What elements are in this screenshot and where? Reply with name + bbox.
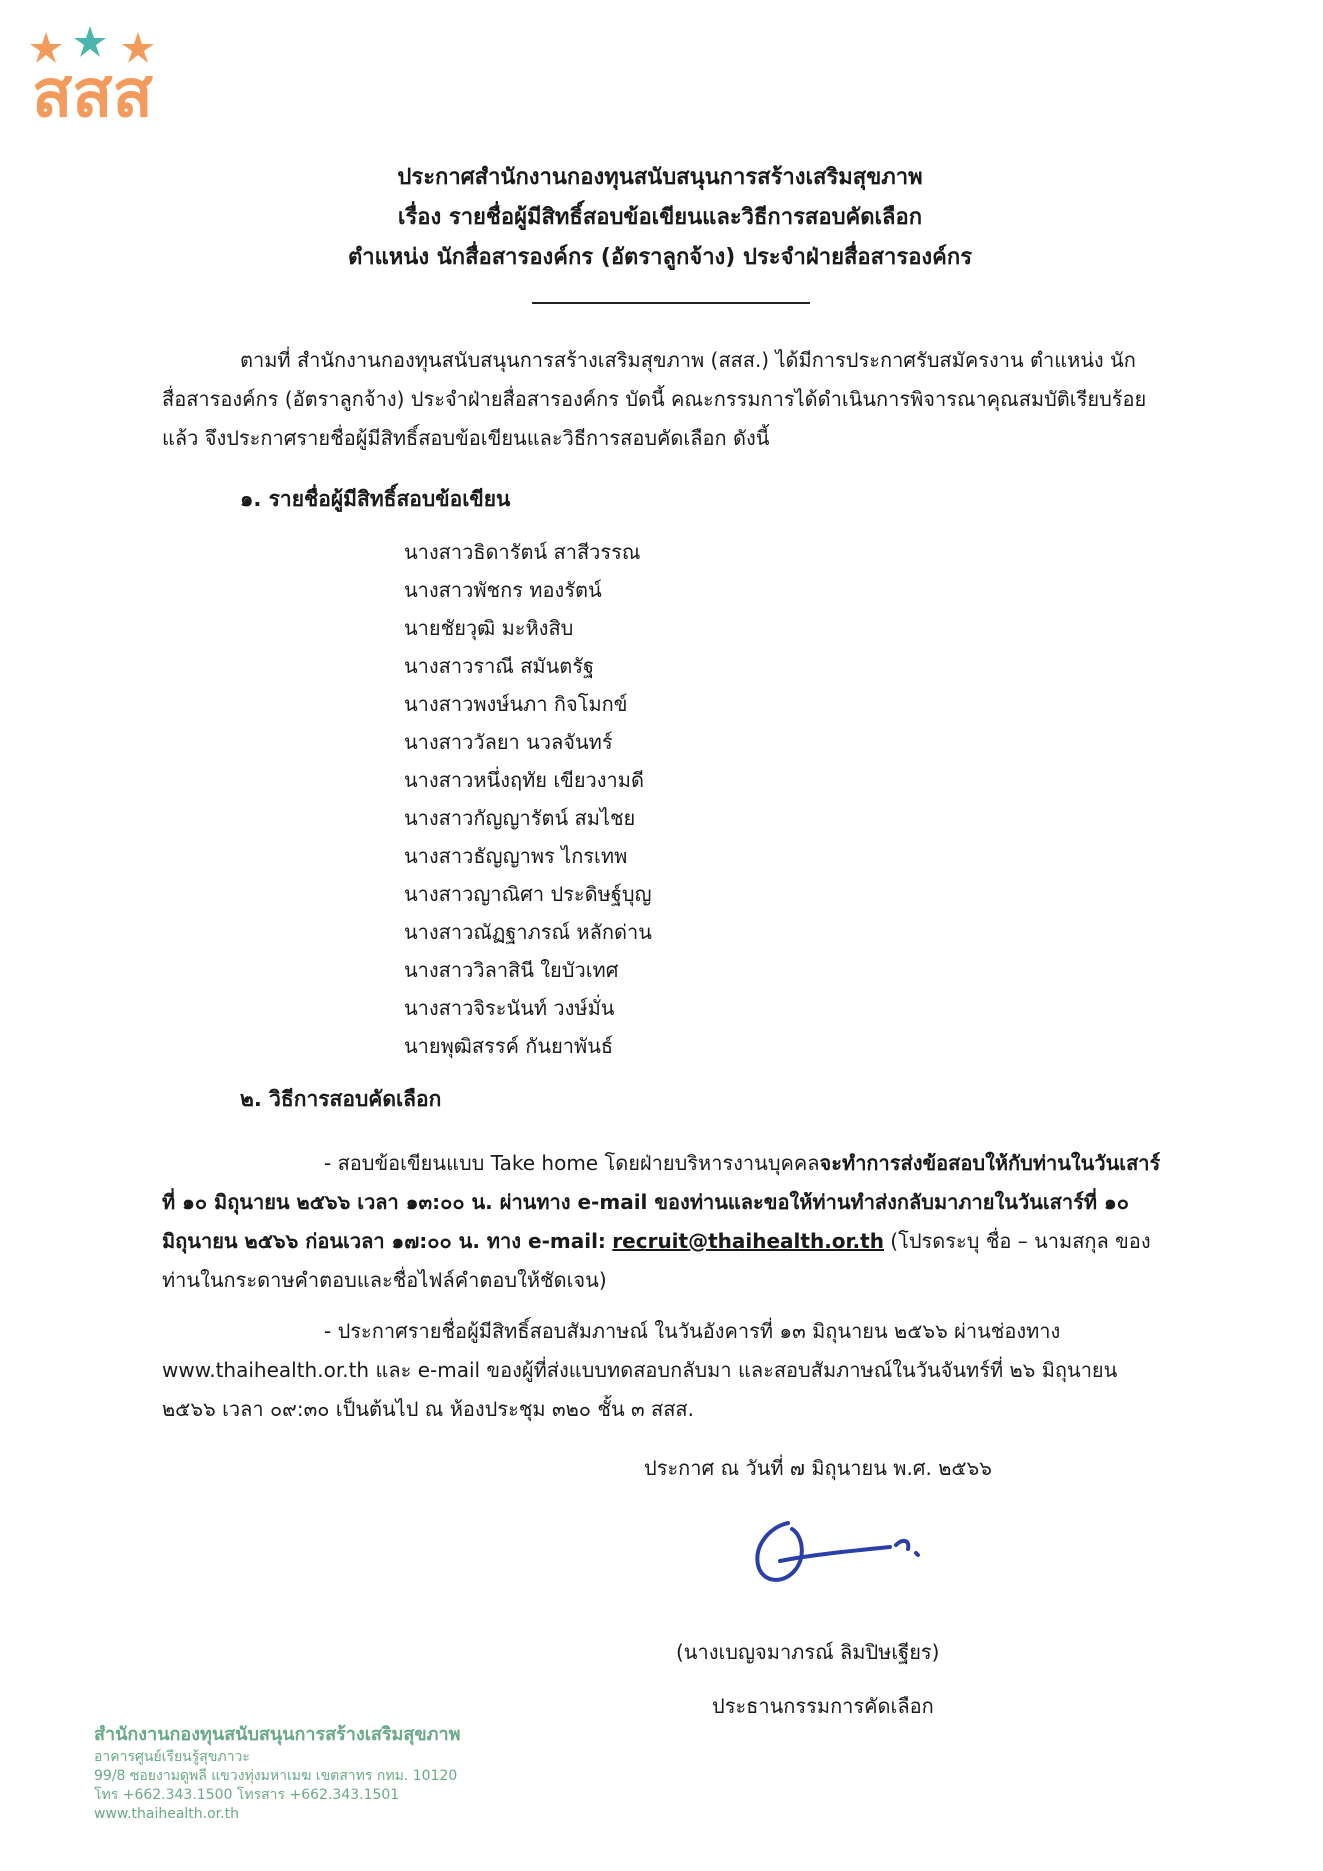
candidate-list [404,533,652,1065]
footer-website[interactable]: www.thaihealth.or.th [94,1806,239,1822]
signer-title: ประธานกรรมการคัดเลือก [712,1694,934,1718]
list-item: นายพุฒิสรรค์ กันยาพันธ์ [404,1034,614,1058]
signature-icon [740,1505,940,1595]
list-item: นางสาววิลาสินี ใยบัวเทศ [404,958,619,982]
footer-building: อาคารศูนย์เรียนรู้สุขภาวะ [94,1749,250,1765]
footer-org: สำนักงานกองทุนสนับสนุนการสร้างเสริมสุขภาพ [94,1724,461,1745]
header-line-2: เรื่อง รายชื่อผู้มีสิทธิ์สอบข้อเขียนและวิธีการสอบคัดเลือก [397,205,923,230]
header-line-3: ตำแหน่ง นักสื่อสารองค์กร (อัตราลูกจ้าง) ประจำฝ่ายสื่อสารองค์กร [347,245,973,270]
list-item: นางสาวญาณิศา ประดิษฐ์บุญ [404,882,652,906]
footer-address: 99/8 ซอยงามดูพลี แขวงทุ่งมหาเมฆ เขตสาทร กทม. 10120 [94,1768,458,1784]
header-line-1: ประกาศสำนักงานกองทุนสนับสนุนการสร้างเสริมสุขภาพ [397,165,923,190]
method-text-bold: จะทำการส่งข้อสอบให้กับท่านในวันเสาร์ที่ ๑๐ มิถุนายน ๒๕๖๖ เวลา ๑๓:๐๐ น. ผ่านทาง e-mail ของท่านและขอให้ท่านทำส่งกลับมาภายในวันเสาร์ที่ ๑๐ มิถุนายน ๒๕๖๖ ก่อนเวลา ๑๗:๐๐ น. ทาง e-mail: [162,1151,1161,1253]
method-note: (โปรดระบุ ชื่อ – นามสกุล ของท่านในกระดาษคำตอบและชื่อไฟล์คำตอบให้ชัดเจน) [162,1229,1151,1292]
footer-phone: โทร +662.343.1500 โทรสาร +662.343.1501 [94,1787,400,1803]
list-item: นายชัยวุฒิ มะหิงสิบ [404,616,574,640]
document-header [200,158,1120,278]
interview-paragraph: - ประกาศรายชื่อผู้มีสิทธิ์สอบสัมภาษณ์ ในวันอังคารที่ ๑๓ มิถุนายน ๒๕๖๖ ผ่านช่องทาง www.thaihealth.or.th และ e-mail ของผู้ที่ส่งแบบทดสอบกลับมา และสอบสัมภาษณ์ในวันจันทร์ที่ ๒๖ มิถุนายน ๒๕๖๖ เวลา ๐๙:๓๐ เป็นต้นไป ณ ห้องประชุม ๓๒๐ ชั้น ๓ สสส. [162,1319,1118,1421]
list-item: นางสาวหนึ่งฤทัย เขียวงามดี [404,768,644,792]
method-text: - สอบข้อเขียนแบบ Take home โดยฝ่ายบริหารงานบุคคล [324,1151,820,1175]
thaihealth-logo [28,18,208,128]
header-divider [532,302,810,304]
list-item: นางสาวณัฏฐาภรณ์ หลักด่าน [404,920,652,944]
list-item: นางสาวราณี สมันตรัฐ [404,654,595,678]
recruit-email-link[interactable]: recruit@thaihealth.or.th [612,1229,884,1253]
signature [740,1505,940,1595]
list-item: นางสาวธิดารัตน์ สาสีวรรณ [404,540,641,564]
list-item: นางสาวพัชกร ทองรัตน์ [404,578,602,602]
intro-paragraph: ตามที่ สำนักงานกองทุนสนับสนุนการสร้างเสริมสุขภาพ (สสส.) ได้มีการประกาศรับสมัครงาน ตำแหน่ง นักสื่อสารองค์กร (อัตราลูกจ้าง) ประจำฝ่ายสื่อสารองค์กร บัดนี้ คณะกรรมการได้ดำเนินการพิจารณาคุณสมบัติเรียบร้อยแล้ว จึงประกาศรายชื่อผู้มีสิทธิ์สอบข้อเขียนและวิธีการสอบคัดเลือก ดังนี้ [162,348,1147,450]
list-item: นางสาวกัญญารัตน์ สมไชย [404,806,636,830]
list-item: นางสาววัลยา นวลจันทร์ [404,730,613,754]
list-item: นางสาวธัญญาพร ไกรเทพ [404,844,628,868]
announce-date: ประกาศ ณ วันที่ ๗ มิถุนายน พ.ศ. ๒๕๖๖ [644,1456,992,1480]
list-item: นางสาวพงษ์นภา กิจโมกข์ [404,692,628,716]
section-2-title: ๒. วิธีการสอบคัดเลือก [240,1087,442,1111]
logo-text: สสส [32,55,153,128]
exam-method-paragraph [162,1144,1172,1300]
signer-name: (นางเบญจมาภรณ์ ลิมปิษเฐียร) [676,1640,940,1664]
list-item: นางสาวจิระนันท์ วงษ์มั่น [404,996,615,1020]
section-1-title: ๑. รายชื่อผู้มีสิทธิ์สอบข้อเขียน [240,487,511,511]
thaihealth-logo-icon [28,18,208,128]
footer [94,1722,461,1824]
